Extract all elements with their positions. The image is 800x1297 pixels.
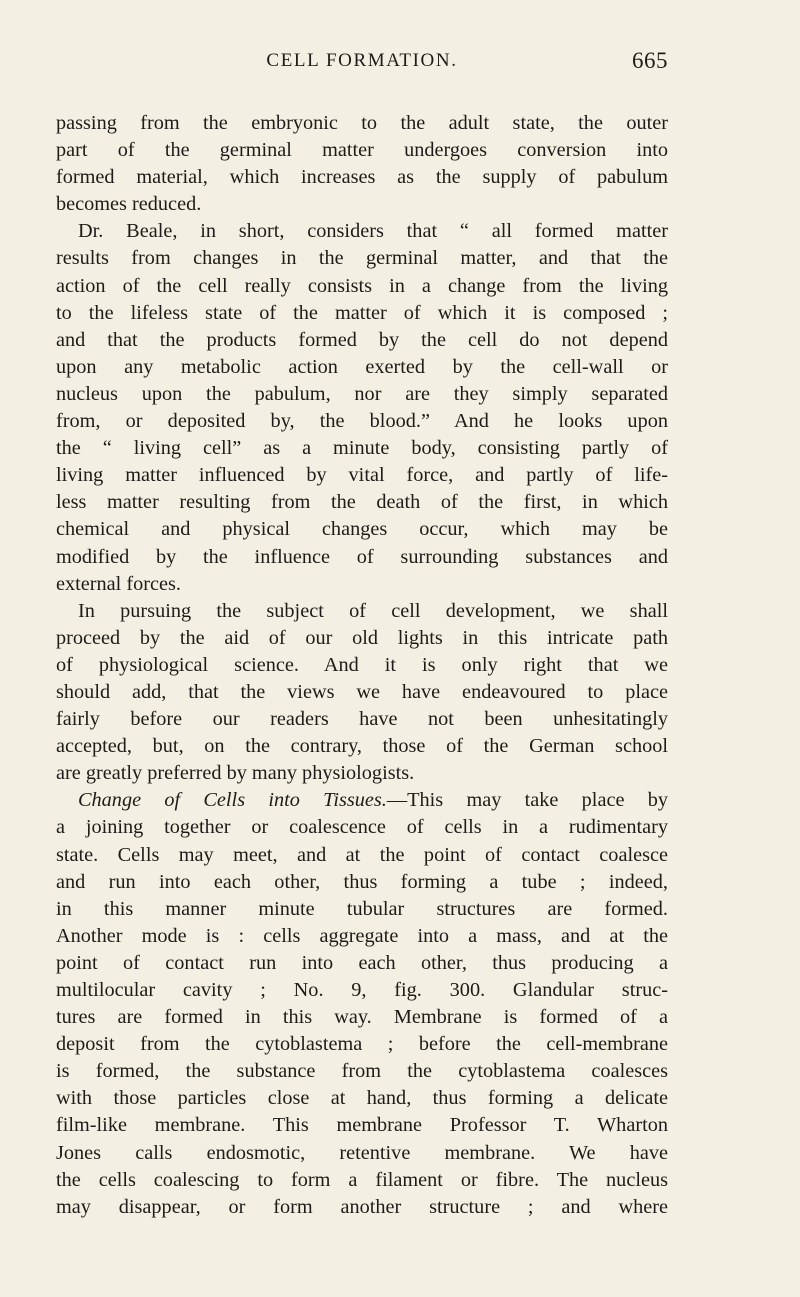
text-line: chemical and physical changes occur, which may be <box>56 518 668 541</box>
text-line: is formed, the substance from the cytoblastema coalesces <box>56 1060 668 1083</box>
text-line: and that the products formed by the cell do not depend <box>56 328 668 351</box>
text-line: deposit from the cytoblastema ; before the cell-membrane <box>56 1033 668 1056</box>
text-line: in this manner minute tubular structures are formed. <box>56 897 668 920</box>
text-line: In pursuing the subject of cell development, we shall <box>78 599 668 622</box>
heading-line-rest: —This may take place by <box>386 789 668 812</box>
text-line: from, or deposited by, the blood.” And he looks upon <box>56 410 668 433</box>
text-line: becomes reduced. <box>56 193 202 216</box>
text-line: tures are formed in this way. Membrane is formed of a <box>56 1006 668 1029</box>
text-line: formed material, which increases as the supply of pabulum <box>56 166 668 189</box>
text-line: results from changes in the germinal matter, and that the <box>56 247 668 270</box>
text-line: modified by the influence of surrounding substances and <box>56 545 668 568</box>
text-line: part of the germinal matter undergoes conversion into <box>56 139 668 162</box>
text-line: are greatly preferred by many physiologists. <box>56 762 415 785</box>
text-line: the cells coalescing to form a filament or fibre. The nucleus <box>56 1168 668 1191</box>
section-heading: Change of Cells into Tissues. <box>78 789 387 812</box>
text-line: upon any metabolic action exerted by the cell-wall or <box>56 355 668 378</box>
text-line: and run into each other, thus forming a tube ; indeed, <box>56 870 668 893</box>
text-line: with those particles close at hand, thus forming a delicate <box>56 1087 668 1110</box>
paragraph <box>56 598 668 788</box>
text-line: state. Cells may meet, and at the point of contact coalesce <box>56 843 668 866</box>
text-line: of physiological science. And it is only right that we <box>56 653 668 676</box>
paragraph <box>56 110 668 218</box>
paragraph <box>56 787 668 1221</box>
text-line: living matter influenced by vital force, and partly of life- <box>56 464 668 487</box>
text-line: fairly before our readers have not been unhesitatingly <box>56 708 668 731</box>
running-title: CELL FORMATION. <box>266 50 458 71</box>
text-line: a joining together or coalescence of cells in a rudimentary <box>56 816 668 839</box>
text-line: may disappear, or form another structure ; and where <box>56 1195 668 1218</box>
text-line: accepted, but, on the contrary, those of the German school <box>56 735 668 758</box>
text-line: should add, that the views we have endeavoured to place <box>56 680 668 703</box>
text-line: film-like membrane. This membrane Professor T. Wharton <box>56 1114 668 1137</box>
text-line: proceed by the aid of our old lights in this intricate path <box>56 626 668 649</box>
text-line: the “ living cell” as a minute body, consisting partly of <box>56 437 668 460</box>
running-head <box>56 50 668 80</box>
text-line: point of contact run into each other, thus producing a <box>56 951 668 974</box>
text-line <box>56 787 668 814</box>
text-line: Jones calls endosmotic, retentive membrane. We have <box>56 1141 668 1164</box>
text-line: multilocular cavity ; No. 9, fig. 300. Glandular struc- <box>56 979 668 1001</box>
text-line: passing from the embryonic to the adult state, the outer <box>56 112 668 134</box>
text-line: Another mode is : cells aggregate into a mass, and at the <box>56 924 668 947</box>
paragraph <box>56 218 668 597</box>
text-line: action of the cell really consists in a change from the living <box>56 274 668 297</box>
text-line: to the lifeless state of the matter of which it is composed ; <box>56 301 668 324</box>
text-line: less matter resulting from the death of the first, in which <box>56 491 668 514</box>
text-line: nucleus upon the pabulum, nor are they simply separated <box>56 382 668 405</box>
text-line: external forces. <box>56 572 181 595</box>
body-text <box>56 110 668 1221</box>
text-line: Dr. Beale, in short, considers that “ all formed matter <box>78 220 668 243</box>
page-number: 665 <box>632 48 668 73</box>
